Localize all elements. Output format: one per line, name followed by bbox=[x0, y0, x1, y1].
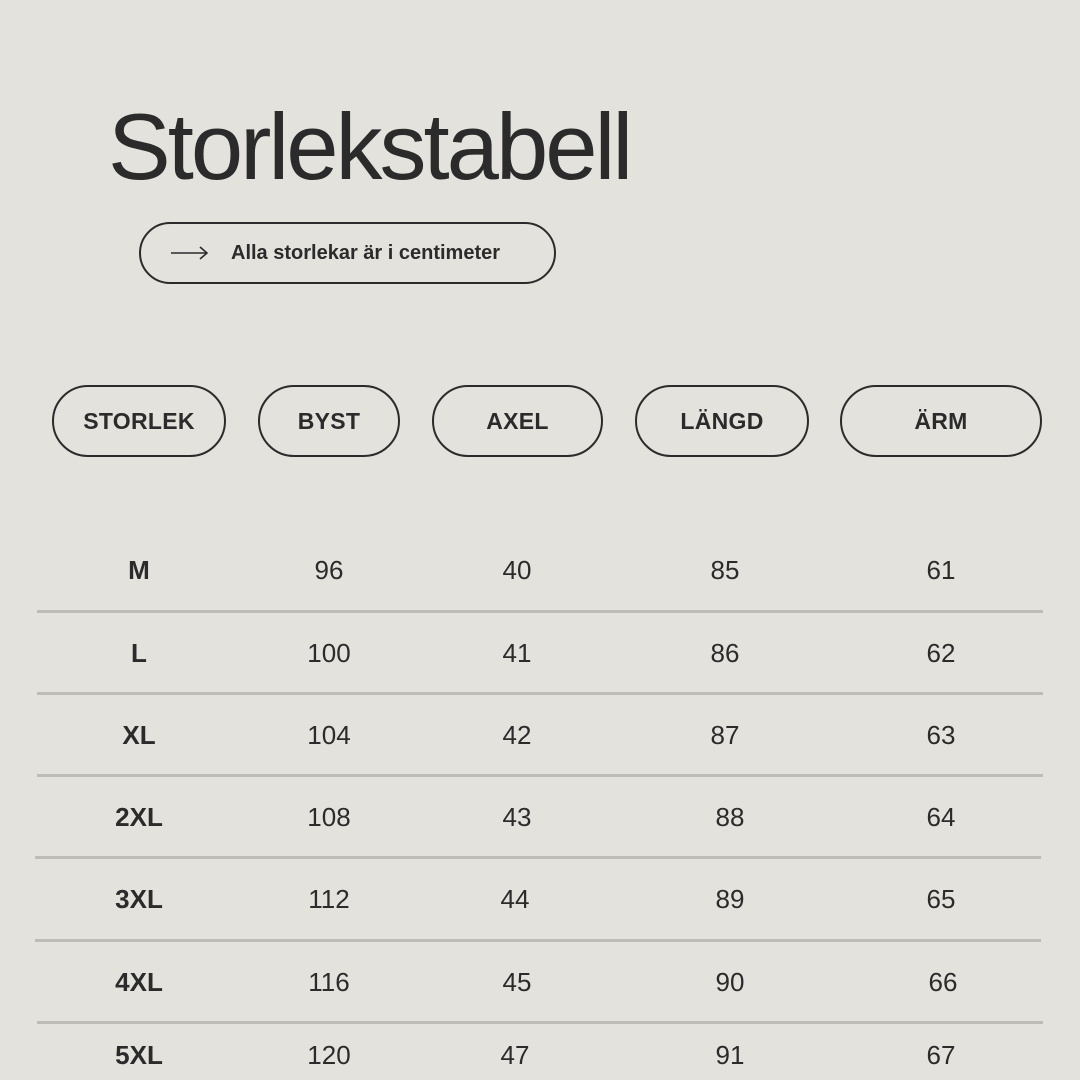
length-cell: 85 bbox=[710, 555, 740, 585]
size-cell: L bbox=[131, 638, 147, 668]
bust-cell: 120 bbox=[307, 1040, 351, 1070]
shoulder-cell: 41 bbox=[502, 638, 532, 668]
length-cell: 91 bbox=[715, 1040, 745, 1070]
length-cell: 88 bbox=[715, 802, 745, 832]
row-divider bbox=[35, 856, 1041, 859]
bust-cell: 96 bbox=[314, 555, 344, 585]
table-row bbox=[0, 633, 1080, 673]
shoulder-cell: 40 bbox=[502, 555, 532, 585]
shoulder-cell: 47 bbox=[500, 1040, 530, 1070]
bust-cell: 108 bbox=[307, 802, 351, 832]
shoulder-cell: 43 bbox=[502, 802, 532, 832]
length-cell: 89 bbox=[715, 884, 745, 914]
size-cell: XL bbox=[122, 720, 156, 750]
sleeve-cell: 65 bbox=[926, 884, 956, 914]
size-cell: 4XL bbox=[115, 967, 163, 997]
bust-cell: 104 bbox=[307, 720, 351, 750]
column-header-shoulder: AXEL bbox=[432, 385, 603, 457]
row-divider bbox=[37, 610, 1043, 613]
unit-note-text: Alla storlekar är i centimeter bbox=[231, 242, 501, 264]
bust-cell: 100 bbox=[307, 638, 351, 668]
table-row bbox=[0, 550, 1080, 590]
table-row bbox=[0, 879, 1080, 919]
sleeve-cell: 64 bbox=[926, 802, 956, 832]
size-cell: M bbox=[128, 555, 150, 585]
sleeve-cell: 66 bbox=[928, 967, 958, 997]
page-title: Storlekstabell bbox=[108, 94, 631, 199]
table-row bbox=[0, 1035, 1080, 1075]
size-cell: 2XL bbox=[115, 802, 163, 832]
row-divider bbox=[37, 774, 1043, 777]
table-row bbox=[0, 715, 1080, 755]
table-row bbox=[0, 797, 1080, 837]
length-cell: 87 bbox=[710, 720, 740, 750]
sleeve-cell: 62 bbox=[926, 638, 956, 668]
column-header-size: STORLEK bbox=[52, 385, 226, 457]
size-cell: 3XL bbox=[115, 884, 163, 914]
bust-cell: 112 bbox=[308, 884, 350, 914]
sleeve-cell: 61 bbox=[926, 555, 956, 585]
sleeve-cell: 63 bbox=[926, 720, 956, 750]
column-header-bust: BYST bbox=[258, 385, 400, 457]
shoulder-cell: 42 bbox=[502, 720, 532, 750]
bust-cell: 116 bbox=[308, 967, 350, 997]
column-header-sleeve: ÄRM bbox=[840, 385, 1042, 457]
row-divider bbox=[35, 939, 1041, 942]
column-header-length: LÄNGD bbox=[635, 385, 809, 457]
shoulder-cell: 45 bbox=[502, 967, 532, 997]
length-cell: 90 bbox=[715, 967, 745, 997]
sleeve-cell: 67 bbox=[926, 1040, 956, 1070]
row-divider bbox=[37, 1021, 1043, 1024]
shoulder-cell: 44 bbox=[500, 884, 530, 914]
size-cell: 5XL bbox=[115, 1040, 163, 1070]
length-cell: 86 bbox=[710, 638, 740, 668]
row-divider bbox=[37, 692, 1043, 695]
table-row bbox=[0, 962, 1080, 1002]
